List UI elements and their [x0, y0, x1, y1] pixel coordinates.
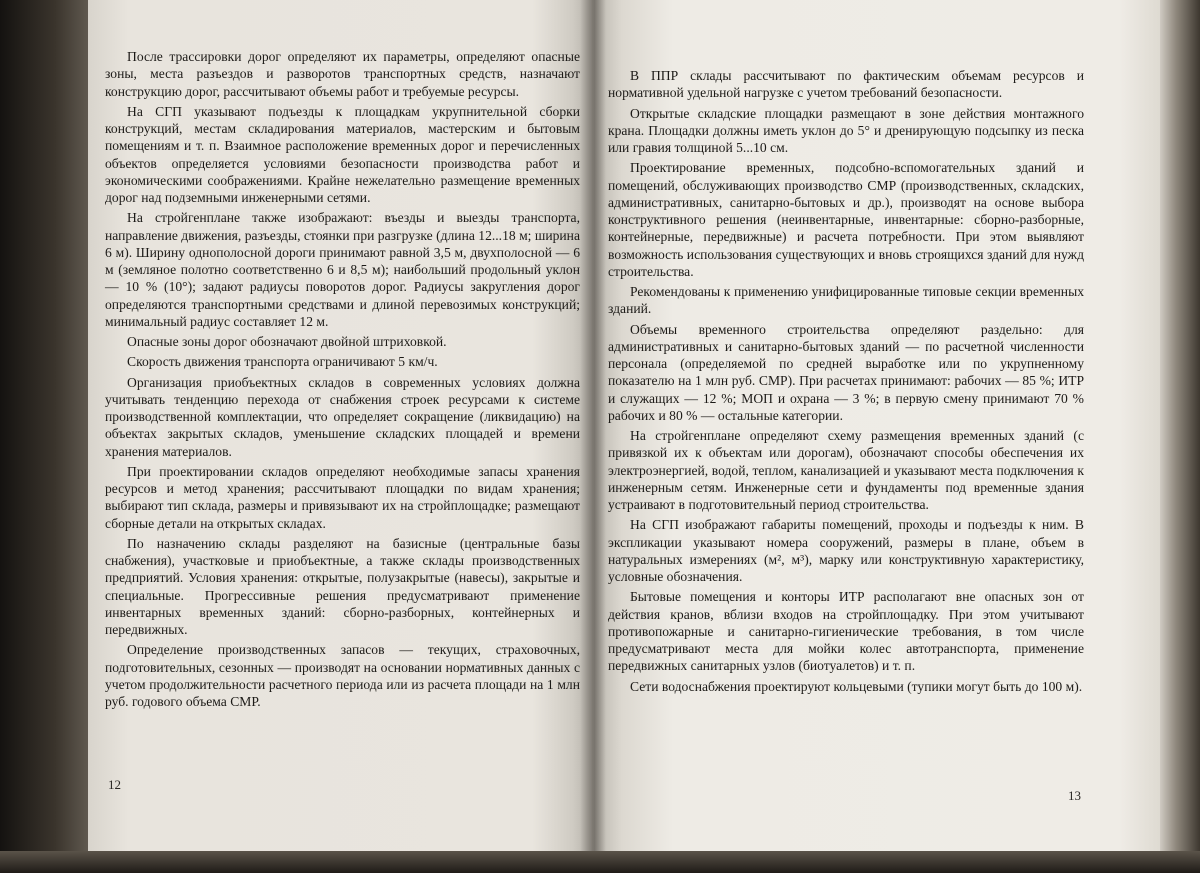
paragraph: Открытые складские площадки размещают в зоне действия монтажного крана. Площадки должны иметь уклон до 5° и дренирующую подсыпку из песка или гравия толщиной 5...10 см. — [608, 105, 1084, 155]
book-gutter — [580, 0, 606, 852]
paragraph: Организация приобъектных складов в современных условиях должна учитывать тенденцию перехода от снабжения строек ресурсами к системе производственной комплектации, что определяет сокращение (ликвидацию) на объектах закрытых складов, уменьшение складских площадей и времени хранения материалов. — [105, 374, 580, 459]
book-edge-right — [1160, 0, 1200, 873]
paragraph: После трассировки дорог определяют их параметры, определяют опасные зоны, места разъездов и разворотов транспортных средств, назначают конструкцию дорог, рассчитывают объемы работ и требуемые ресурсы. — [105, 49, 580, 99]
page-number-right: 13 — [1068, 788, 1081, 803]
paragraph: На стройгенплане также изображают: въезды и выезды транспорта, направление движения, разъезды, стоянки при разгрузке (длина 12...18 м; ширина 6 м). Ширину однополосной дороги принимают равной 3,5 м, двухполосной — 6 м (земляное полотно соответственно 6 и 8,5 м); наибольший продольный уклон — 10 % (10°); задают радиусы поворотов дорог. Радиусы закругления дорог определяются транспортными средствами и длиной перевозимых конструкций; минимальный радиус составляет 12 м. — [105, 210, 580, 329]
page-number-left: 12 — [108, 777, 121, 792]
left-page-text — [105, 48, 580, 713]
paragraph: Рекомендованы к применению унифицированные типовые секции временных зданий. — [608, 284, 1084, 317]
book-edge-left — [0, 0, 100, 873]
paragraph: Сети водоснабжения проектируют кольцевыми (тупики могут быть до 100 м). — [630, 678, 1083, 694]
paragraph: Проектирование временных, подсобно-вспомогательных зданий и помещений, обслуживающих производство СМР (производственных, складских, административных, санитарно-бытовых и др.), производят на основе выбора конструктивного решения (неинвентарные, инвентарные: сборно-разборные, контейнерные, передвижные) и расчета потребности. При этом выявляют возможность использования существующих и вновь строящихся зданий для нужд строительства. — [608, 160, 1084, 279]
paragraph: Скорость движения транспорта ограничивают 5 км/ч. — [127, 354, 438, 370]
paragraph: В ППР склады рассчитывают по фактическим объемам ресурсов и нормативной удельной нагрузке с учетом требований безопасности. — [608, 68, 1084, 101]
paragraph: На стройгенплане определяют схему размещения временных зданий (с привязкой их к объектам или дорогам), обозначают способы обеспечения их электроэнергией, водой, теплом, канализацией и указывают места подключения к инженерным сетям. Инженерные сети и фундаменты под временные здания устраивают в подготовительный период строительства. — [608, 428, 1084, 512]
paragraph: Объемы временного строительства определяют раздельно: для административных и санитарно-бытовых зданий — по расчетной численности персонала (определяемой по средней выработке или по укрупненному показателю на 1 млн руб. СМР). При расчетах принимают: рабочих — 85 %; ИТР и служащих — 12 %; МОП и охрана — 3 %; в первую смену принимают 70 % рабочих и 80 % — остальные категории. — [608, 321, 1084, 423]
paragraph: На СГП указывают подъезды к площадкам укрупнительной сборки конструкций, местам складирования материалов, мастерским и бытовым помещениям и т. п. Взаимное расположение временных дорог и перечисленных объектов определяется условиями безопасности производства работ и экономическими соображениями. Крайне нежелательно размещение временных дорог над подземными инженерными сетями. — [105, 103, 580, 205]
paragraph: При проектировании складов определяют необходимые запасы хранения ресурсов и метод хранения; рассчитывают площадки по видам хранения; выбирают тип склада, размеры и привязывают их на стройплощадке; размещают сборные детали на открытых складах. — [105, 463, 580, 531]
paragraph: Бытовые помещения и конторы ИТР располагают вне опасных зон от действия кранов, вблизи входов на стройплощадку. При этом учитывают противопожарные и санитарно-гигиенические требования, в том числе предусматривают места для мойки колес автотранспорта, применение передвижных санитарных узлов (биотуалетов) и т. п. — [608, 589, 1084, 674]
paragraph: Определение производственных запасов — текущих, страховочных, подготовительных, сезонных — производят на основании нормативных данных с учетом продолжительности расчетного периода или из расчета площади на 1 млн руб. годового объема СМР. — [105, 642, 580, 709]
paragraph: Опасные зоны дорог обозначают двойной штриховкой. — [127, 334, 447, 349]
book-bottom-edge — [0, 851, 1200, 873]
paragraph: На СГП изображают габариты помещений, проходы и подъезды к ним. В экспликации указывают номера сооружений, размеры в плане, объем в натуральных измерениях (м², м³), марку или конструктивную характеристику, условные обозначения. — [608, 517, 1084, 584]
paragraph: По назначению склады разделяют на базисные (центральные базы снабжения), участковые и приобъектные, а также склады производственных предприятий. Условия хранения: открытые, полузакрытые (навесы), закрытые и специальные. Прогрессивные решения предусматривают применение инвентарных временных зданий: сборно-разборных, контейнерных и передвижных. — [105, 535, 580, 637]
right-page-text — [608, 67, 1084, 698]
